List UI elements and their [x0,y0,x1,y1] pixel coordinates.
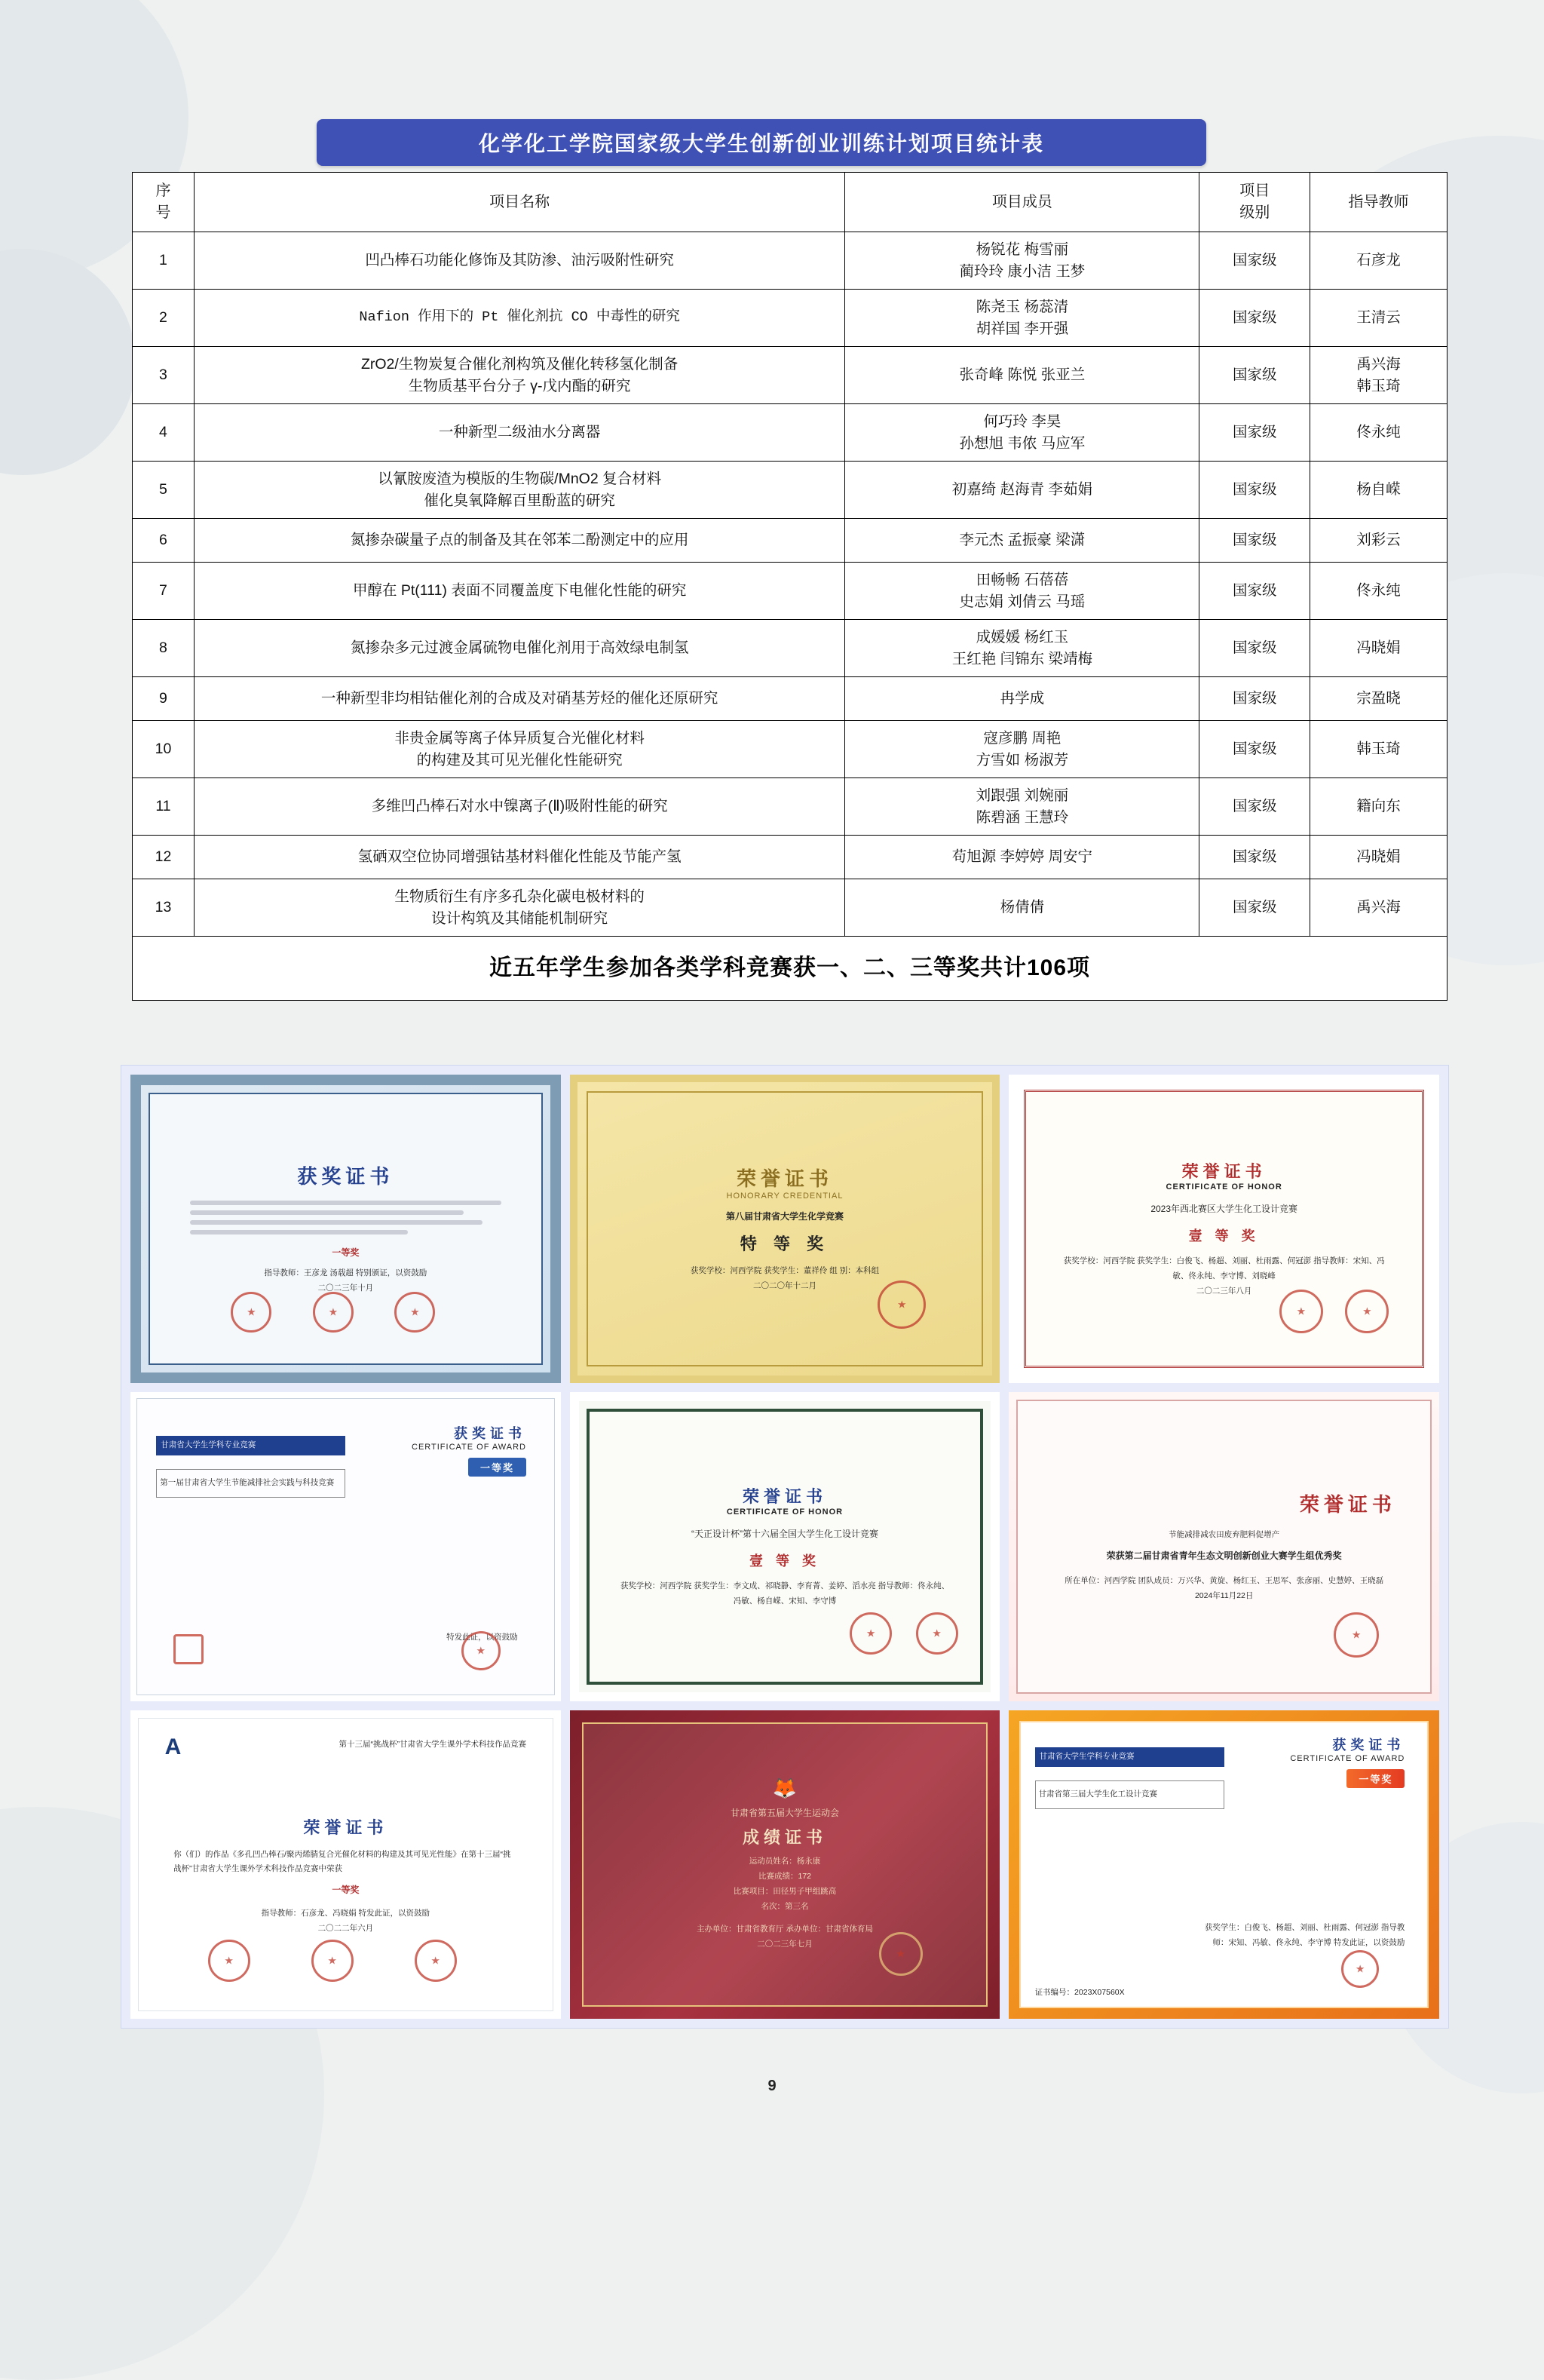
certificate-line: 2023年西北赛区大学生化工设计竞赛 [1150,1203,1298,1214]
certificate-subtitle: HONORARY CREDENTIAL [726,1192,844,1201]
seal-stamp [394,1292,435,1333]
cell-members: 初嘉绮 赵海青 李茹娟 [845,462,1199,519]
certificate-image [1009,1392,1439,1701]
cell-teacher: 王清云 [1310,290,1448,347]
seal-stamp [461,1631,501,1670]
certificate-content [577,1082,993,1376]
certificate-title: 荣誉证书 [1181,1161,1267,1181]
certificate-title: 荣誉证书 [303,1817,388,1837]
certificate-line: 节能减排减农田废弃肥料促增产 [1169,1530,1280,1540]
certificate-body [190,1195,501,1240]
cell-level: 国家级 [1199,677,1310,721]
table-row [133,563,1448,620]
cell-no: 2 [133,290,195,347]
cell-no: 12 [133,836,195,879]
certificate-footer: 指导教师：石彦龙、冯晓娟 特发此证，以资鼓励 [261,1909,430,1918]
certificate-award-badge [412,1458,526,1477]
cell-level: 国家级 [1199,462,1310,519]
cell-no: 9 [133,677,195,721]
table-row [133,677,1448,721]
cell-members: 李元杰 孟振豪 梁潇 [845,519,1199,563]
table-header-row [133,173,1448,232]
seal-stamp [850,1612,892,1655]
cell-no: 11 [133,778,195,836]
cell-teacher: 宗盈晓 [1310,677,1448,721]
certificate-line: 比赛项目：田径男子甲组跳高 [733,1886,837,1896]
certificate-date: 二〇二二年六月 [317,1924,374,1934]
certificate-image [570,1075,1000,1383]
certificate-footer: 获奖学生：白俊飞、杨超、刘丽、杜雨露、何冠澎 指导教师：宋知、冯敏、佟永纯、李守博 特发此证，以资鼓励 [1204,1923,1405,1948]
column-header-member: 项目成员 [845,173,1199,232]
cell-teacher: 杨自嵘 [1310,462,1448,519]
cell-no: 4 [133,404,195,462]
certificate-title: 荣誉证书 [736,1167,833,1191]
certificate-footer: 主办单位：甘肃省教育厅 承办单位：甘肃省体育局 [697,1924,873,1934]
seal-stamp [1341,1950,1379,1988]
cell-level: 国家级 [1199,836,1310,879]
certificate-title: 获奖证书 [1332,1737,1405,1753]
certificate-date: 证书编号：2023X07560X [1034,1987,1125,1997]
cell-teacher: 佟永纯 [1310,404,1448,462]
certificate-subtitle: CERTIFICATE OF AWARD [1290,1754,1405,1764]
cell-no: 1 [133,232,195,290]
cell-teacher: 冯晓娟 [1310,836,1448,879]
table-row [133,836,1448,879]
cell-name: 氮掺杂多元过渡金属硫物电催化剂用于高效绿电制氢 [194,620,844,677]
cell-members: 成媛媛 杨红玉 王红艳 闫锦东 梁靖梅 [845,620,1199,677]
seal-stamp [173,1634,204,1664]
cell-level: 国家级 [1199,519,1310,563]
certificate-content [141,1085,550,1372]
cell-level: 国家级 [1199,620,1310,677]
cell-name: 非贵金属等离子体异质复合光催化材料 的构建及其可见光催化性能研究 [194,721,844,778]
certificate-footer: 特发此证，以资鼓励 [446,1633,518,1642]
column-header-level: 项目 级别 [1199,173,1310,232]
cell-teacher: 石彦龙 [1310,232,1448,290]
cell-level: 国家级 [1199,721,1310,778]
cell-no: 7 [133,563,195,620]
page-title-banner: 化学化工学院国家级大学生创新创业训练计划项目统计表 [317,119,1206,166]
cell-teacher: 韩玉琦 [1310,721,1448,778]
mascot-icon: 🦊 [772,1777,798,1800]
table-row [133,778,1448,836]
table-row [133,290,1448,347]
cell-members: 杨锐花 梅雪丽 蔺玲玲 康小洁 王梦 [845,232,1199,290]
cell-name: 一种新型二级油水分离器 [194,404,844,462]
certificate-title: 荣誉证书 [742,1487,827,1507]
cell-members: 田畅畅 石蓓蓓 史志娟 刘倩云 马瑶 [845,563,1199,620]
cell-level: 国家级 [1199,778,1310,836]
certificate-image [130,1075,561,1383]
cell-name: 多维凹凸棒石对水中镍离子(Ⅱ)吸附性能的研究 [194,778,844,836]
certificate-line: 甘肃省第五届大学生运动会 [730,1808,839,1819]
certificate-title: 成绩证书 [742,1827,827,1847]
certificate-line: 比赛成绩：172 [758,1871,811,1881]
cell-teacher: 籍向东 [1310,778,1448,836]
cell-members: 张奇峰 陈悦 张亚兰 [845,347,1199,404]
certificate-image [1009,1710,1439,2019]
column-header-no: 序 号 [133,173,195,232]
projects-table-wrapper [132,172,1448,1001]
certificate-award: 一等奖 [332,1247,360,1259]
certificate-footer: 获奖学校：河西学院 获奖学生：李文成、祁晓静、李育菁、姜婷、滔水亮 指导教师：佟永纯、冯敏、杨自嵘、宋知、李守博 [620,1581,950,1606]
certificate-line: 第一届甘肃省大学生节能减排社会实践与科技竞赛 [156,1469,345,1498]
certificate-line: 第十三届“挑战杯”甘肃省大学生课外学术科技作品竞赛 [339,1740,527,1750]
certificate-line: 荣获第二届甘肃省青年生态文明创新创业大赛学生组优秀奖 [1106,1550,1342,1562]
seal-stamp [208,1940,250,1982]
certificate-image [1009,1075,1439,1383]
cell-teacher: 禹兴海 [1310,879,1448,937]
certificate-line: 你（们）的作品《多孔凹凸棒石/聚丙烯腈复合光催化材料的构建及其可见光性能》在第十三届“挑战杯”甘肃省大学生课外学术科技作品竞赛中荣获 [173,1849,511,1874]
table-row [133,620,1448,677]
certificate-image [130,1710,561,2019]
competition-summary: 近五年学生参加各类学科竞赛获一、二、三等奖共计106项 [133,937,1448,1001]
certificate-footer: 获奖学校：河西学院 获奖学生：董祥伶 组 别：本科组 [690,1266,880,1276]
cell-level: 国家级 [1199,347,1310,404]
cell-no: 5 [133,462,195,519]
column-header-teacher: 指导教师 [1310,173,1448,232]
certificate-award: 壹 等 奖 [749,1553,820,1569]
certificate-award: 一等奖 [468,1458,526,1477]
table-row [133,232,1448,290]
certificate-line: 名次：第三名 [761,1901,809,1911]
cell-name: ZrO2/生物炭复合催化剂构筑及催化转移氢化制备 生物质基平台分子 γ-戊内酯的研究 [194,347,844,404]
certificate-award: 一等奖 [1346,1769,1405,1788]
certificate-image [130,1392,561,1701]
table-footer-row [133,937,1448,1001]
cell-level: 国家级 [1199,232,1310,290]
seal-stamp [313,1292,354,1333]
table-row [133,404,1448,462]
certificate-image [570,1710,1000,2019]
certificate-date: 二〇二三年八月 [1196,1286,1252,1296]
cell-teacher: 冯晓娟 [1310,620,1448,677]
seal-stamp [878,1280,926,1329]
certificate-line: 运动员姓名：杨永康 [749,1856,821,1866]
cell-no: 8 [133,620,195,677]
seal-stamp [879,1932,923,1976]
cell-no: 6 [133,519,195,563]
table-row [133,462,1448,519]
certificate-subtitle: CERTIFICATE OF AWARD [412,1443,527,1452]
certificate-date: 二〇二〇年十二月 [752,1281,816,1291]
certificate-line: “天正设计杯”第十六届全国大学生化工设计竞赛 [691,1529,878,1540]
cell-no: 3 [133,347,195,404]
cell-teacher: 佟永纯 [1310,563,1448,620]
cell-level: 国家级 [1199,563,1310,620]
certificate-line: 第八届甘肃省大学生化学竞赛 [725,1211,844,1222]
certificate-line: 甘肃省大学生学科专业竞赛 [156,1436,345,1455]
certificate-award-badge [1290,1769,1405,1788]
certificate-footer: 所在单位：河西学院 团队成员：万兴华、黄旋、杨红玉、王思军、张彦丽、史慧婷、王晓磊 [1065,1575,1384,1585]
certificate-date: 二〇二三年十月 [317,1284,374,1293]
cell-members: 苟旭源 李婷婷 周安宁 [845,836,1199,879]
table-row [133,879,1448,937]
certificate-title: 获奖证书 [297,1165,394,1188]
cell-name: 氢硒双空位协同增强钴基材料催化性能及节能产氢 [194,836,844,879]
table-row [133,519,1448,563]
cell-name: 以氰胺废渣为模版的生物碳/MnO2 复合材料 催化臭氧降解百里酚蓝的研究 [194,462,844,519]
seal-stamp [916,1612,958,1655]
cell-members: 刘跟强 刘婉丽 陈碧涵 王慧玲 [845,778,1199,836]
certificate-header-block [1290,1734,1405,1788]
certificate-title: 荣誉证书 [1299,1493,1396,1517]
certificate-image [570,1392,1000,1701]
background-blob [0,249,136,475]
column-header-name: 项目名称 [194,173,844,232]
certificate-left-block [1035,1747,1224,1809]
challenge-cup-logo-icon: A [164,1734,182,1760]
certificate-subtitle: CERTIFICATE OF HONOR [726,1507,844,1517]
certificate-gallery [121,1065,1449,2029]
certificate-line: 甘肃省第三届大学生化工设计竞赛 [1035,1780,1224,1809]
cell-members: 杨倩倩 [845,879,1199,937]
certificate-date: 二〇二三年七月 [757,1939,813,1949]
cell-level: 国家级 [1199,879,1310,937]
seal-stamp [311,1940,354,1982]
cell-teacher: 刘彩云 [1310,519,1448,563]
cell-members: 寇彦鹏 周艳 方雪如 杨淑芳 [845,721,1199,778]
seal-stamp [415,1940,457,1982]
cell-level: 国家级 [1199,404,1310,462]
seal-stamp [231,1292,271,1333]
certificate-line: 甘肃省大学生学科专业竞赛 [1035,1747,1224,1767]
page-number: 9 [767,2078,777,2094]
certificate-left-block [156,1436,345,1498]
cell-name: 生物质衍生有序多孔杂化碳电极材料的 设计构筑及其储能机制研究 [194,879,844,937]
cell-name: 一种新型非均相钴催化剂的合成及对硝基芳烃的催化还原研究 [194,677,844,721]
seal-stamp [1279,1290,1323,1333]
certificate-footer: 获奖学校：河西学院 获奖学生：白俊飞、杨超、刘丽、杜雨露、何冠澎 指导教师：宋知、冯敏、佟永纯、李守博、刘晓峰 [1063,1256,1385,1280]
cell-name: 凹凸棒石功能化修饰及其防渗、油污吸附性研究 [194,232,844,290]
cell-name: Nafion 作用下的 Pt 催化剂抗 CO 中毒性的研究 [194,290,844,347]
certificate-award: 一等奖 [332,1885,360,1896]
certificate-content [1009,1392,1439,1701]
certificate-footer: 指导教师：王彦龙 汤载超 特别颁证，以资鼓励 [264,1268,427,1278]
cell-members: 陈尧玉 杨蕊清 胡祥国 李开强 [845,290,1199,347]
table-row [133,347,1448,404]
certificate-content [570,1710,1000,2019]
projects-table [132,172,1448,1001]
cell-level: 国家级 [1199,290,1310,347]
certificate-award: 特 等 奖 [740,1234,830,1254]
certificate-title: 获奖证书 [454,1426,527,1442]
certificate-header-block [412,1423,526,1477]
cell-no: 10 [133,721,195,778]
certificate-award: 壹 等 奖 [1188,1228,1260,1244]
cell-members: 冉学成 [845,677,1199,721]
cell-teacher: 禹兴海 韩玉琦 [1310,347,1448,404]
cell-name: 氮掺杂碳量子点的制备及其在邻苯二酚测定中的应用 [194,519,844,563]
cell-no: 13 [133,879,195,937]
table-row [133,721,1448,778]
certificate-date: 2024年11月22日 [1194,1590,1254,1600]
certificate-subtitle: CERTIFICATE OF HONOR [1166,1182,1282,1192]
cell-members: 何巧玲 李昊 孙想旭 韦侬 马应军 [845,404,1199,462]
cell-name: 甲醇在 Pt(111) 表面不同覆盖度下电催化性能的研究 [194,563,844,620]
